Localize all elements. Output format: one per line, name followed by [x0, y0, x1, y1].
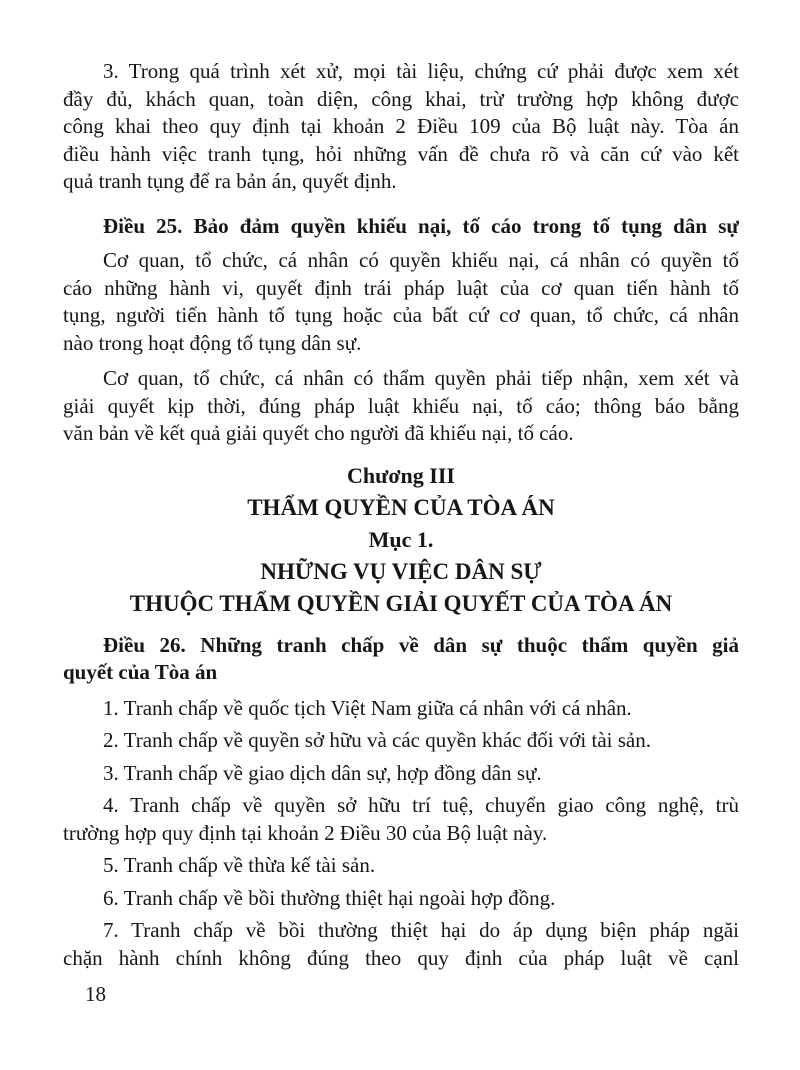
body-line: cáo những hành vi, quyết định trái pháp luật của cơ quan tiến hành tố — [63, 275, 739, 300]
body-line: Cơ quan, tổ chức, cá nhân có thẩm quyền phải tiếp nhận, xem xét và — [103, 366, 739, 390]
article-26-item-7 — [63, 917, 739, 972]
heading-line: Điều 26. Những tranh chấp về dân sự thuộc thẩm quyền giả — [103, 632, 739, 657]
chapter-number: Chương III — [347, 462, 455, 488]
body-line: tụng, người tiến hành tố tụng hoặc của bất cứ cơ quan, tổ chức, cá nhân — [63, 303, 739, 327]
body-line: nào trong hoạt động tố tụng dân sự. — [63, 330, 362, 355]
article-26-item-2 — [63, 727, 739, 755]
body-line: đầy đủ, khách quan, toàn diện, công khai, trừ trường hợp không được — [63, 86, 739, 111]
article-26-item-1 — [63, 695, 739, 723]
body-line: văn bản về kết quả giải quyết cho người đã khiếu nại, tố cáo. — [63, 421, 574, 445]
body-line: 5. Tranh chấp về thừa kế tài sản. — [103, 853, 376, 877]
body-line: công khai theo quy định tại khoản 2 Điều 109 của Bộ luật này. Tòa án — [63, 114, 739, 138]
body-line: 4. Tranh chấp về quyền sở hữu trí tuệ, chuyển giao công nghệ, trù — [103, 793, 739, 817]
body-line: Cơ quan, tổ chức, cá nhân có quyền khiếu nại, cá nhân có quyền tố — [103, 248, 739, 272]
body-line: chặn hành chính không đúng theo quy định của pháp luật về cạnl — [63, 945, 739, 970]
article-26-item-3 — [63, 760, 739, 788]
article-26-item-5 — [63, 852, 739, 880]
chapter-heading-block — [63, 460, 739, 620]
article-25-paragraph-2 — [63, 365, 739, 448]
article-26-heading — [63, 632, 739, 687]
body-line: 3. Trong quá trình xét xử, mọi tài liệu, chứng cứ phải được xem xét — [103, 59, 739, 83]
body-line: 3. Tranh chấp về giao dịch dân sự, hợp đồng dân sự. — [103, 760, 542, 785]
heading-line: quyết của Tòa án — [63, 660, 218, 684]
section-title-line-2: THUỘC THẨM QUYỀN GIẢI QUYẾT CỦA TÒA ÁN — [129, 590, 673, 616]
article-24-clause-3 — [63, 58, 739, 196]
body-line: 6. Tranh chấp về bồi thường thiệt hại ngoài hợp đồng. — [103, 885, 556, 910]
article-25-heading — [63, 213, 739, 241]
text-column — [63, 58, 739, 972]
body-line: 1. Tranh chấp về quốc tịch Việt Nam giữa cá nhân với cá nhân. — [103, 695, 632, 720]
page-number: 18 — [85, 982, 106, 1006]
article-25-paragraph-1 — [63, 247, 739, 357]
section-number: Mục 1. — [368, 526, 434, 552]
chapter-title: THẨM QUYỀN CỦA TÒA ÁN — [247, 494, 555, 520]
heading-line: Điều 25. Bảo đảm quyền khiếu nại, tố cáo trong tố tụng dân sự — [103, 213, 739, 238]
article-26-item-4 — [63, 792, 739, 847]
body-line: quả tranh tụng để ra bản án, quyết định. — [63, 169, 397, 193]
body-line: trường hợp quy định tại khoản 2 Điều 30 của Bộ luật này. — [63, 820, 548, 845]
article-26-item-6 — [63, 885, 739, 913]
body-line: 2. Tranh chấp về quyền sở hữu và các quyền khác đối với tài sản. — [103, 728, 651, 752]
body-line: 7. Tranh chấp về bồi thường thiệt hại do áp dụng biện pháp ngăi — [103, 918, 739, 942]
body-line: giải quyết kịp thời, đúng pháp luật khiếu nại, tố cáo; thông báo bằng — [63, 393, 739, 418]
body-line: điều hành việc tranh tụng, hỏi những vấn đề chưa rõ và căn cứ vào kết — [63, 141, 739, 166]
section-title-line-1: NHỮNG VỤ VIỆC DÂN SỰ — [260, 558, 542, 584]
